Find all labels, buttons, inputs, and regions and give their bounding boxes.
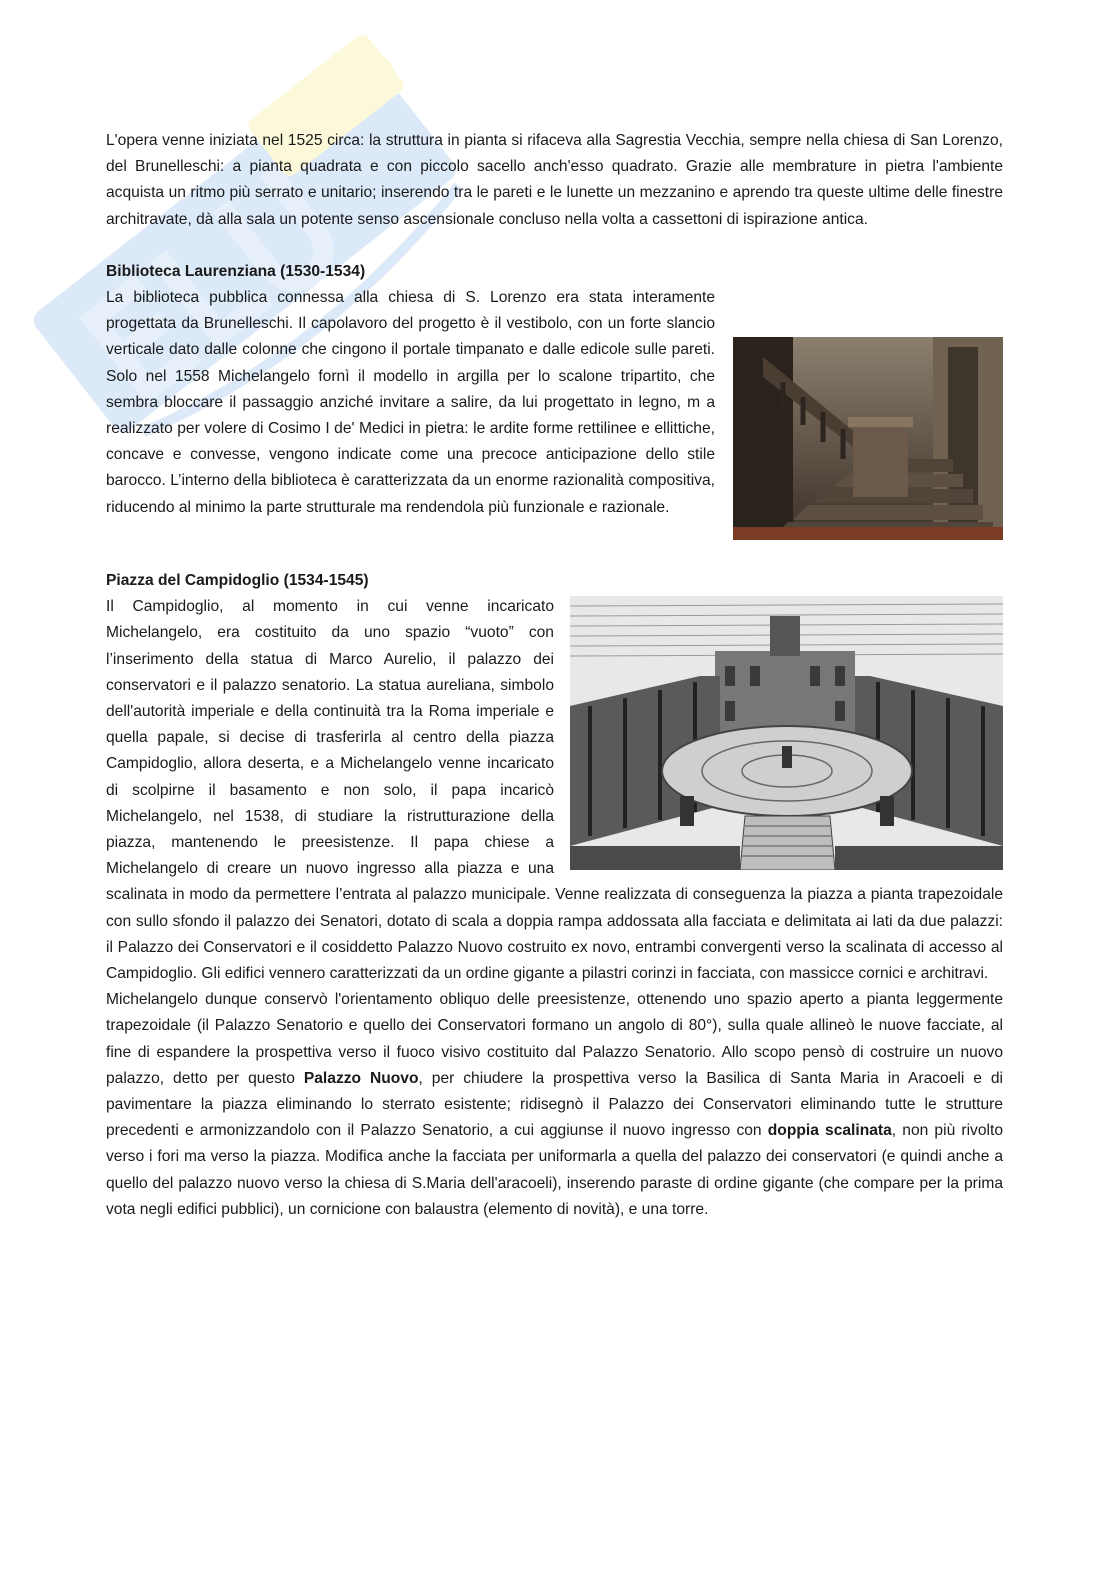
campidoglio-p2-text-b: , per chiudere la prospettiva verso la Basilica di Santa Maria in Aracoeli e di pavimentare la piazza eliminando lo sterrato esistente; ridisegnò il Palazzo dei Conservatori eliminando tutte le strutture precedenti e armonizzandolo con il Palazzo Senatorio, a cui aggiunse il nuovo ingresso con [106, 1069, 1004, 1140]
campidoglio-heading: Piazza del Campidoglio (1534-1545) [106, 572, 369, 590]
biblioteca-paragraph [106, 285, 1003, 521]
campidoglio-p2-text-a: Michelangelo dunque conservò l'orientamento obliquo delle preesistenze, ottenendo uno spazio aperto a pianta leggermente trapezoidale (il Palazzo Senatorio e quello dei Conservatori formano un angolo di 80°), sulla quale allineò le nuove facciate, al fine di espandere la prospettiva verso il fuoco visivo costituito dal Palazzo Senatorio. Allo scopo pensò di costruire un nuovo palazzo, detto per questo [106, 991, 1003, 1087]
intro-paragraph: L'opera venne iniziata nel 1525 circa: la struttura in pianta si rifaceva alla Sagrestia Vecchia, sempre nella chiesa di San Lorenzo, del Brunelleschi: a pianta quadrata e con piccolo sacello anch'esso quadrato. Grazie alle membrature in pietra l'ambiente acquista un ritmo più serrato e unitario; inserendo tra le pareti e le lunette un mezzanino e aprendo tra queste ultime delle finestre architravate, dà alla sala un potente senso ascensionale concluso nella volta a cassettoni di ispirazione antica. [106, 132, 1003, 228]
doppia-scalinata-bold: doppia scalinata [767, 1122, 892, 1140]
campidoglio-paragraph-2 [106, 987, 1003, 1223]
laurenziana-staircase-photo [733, 337, 1003, 540]
campidoglio-engraving [570, 596, 1003, 870]
campidoglio-p2-text-c: , non più rivolto verso i fori ma verso la piazza. Modifica anche la facciata per uniformarla a quella del palazzo dei conservatori (e quindi anche a quello del palazzo nuovo verso la chiesa di S.Maria dell'aracoeli), inserendo paraste di ordine gigante (che compare per la prima vota negli edifici pubblici), un cornicione con balaustra (elemento di novità), e una torre. [106, 1122, 1003, 1218]
document-page [106, 128, 1003, 1223]
palazzo-nuovo-bold: Palazzo Nuovo [303, 1069, 419, 1087]
biblioteca-text: La biblioteca pubblica connessa alla chiesa di S. Lorenzo era stata interamente progettata da Brunelleschi. Il capolavoro del progetto è il vestibolo, con un forte slancio verticale dato dalle colonne che cingono il portale timpanato e dalle edicole sulle pareti. Solo nel 1558 Michelangelo fornì il modello in argilla per lo scalone tripartito, che sembra bloccare il passaggio anziché invitare a salire, da lui progettato in legno, m a realizzato per volere di Cosimo I de' Medici in pietra: le ardite forme rettilinee e ellittiche, concave e convesse, vengono indicate come una precoce anticipazione dello stile barocco. L’interno della biblioteca è caratterizzata da un enorme razionalità compositiva, riducendo al minimo la parte strutturale ma rendendola più funzionale e razionale. [106, 289, 715, 516]
biblioteca-heading: Biblioteca Laurenziana (1530-1534) [106, 262, 366, 280]
campidoglio-text: Il Campidoglio, al momento in cui venne incaricato Michelangelo, era costituito da uno spazio “vuoto” con l’inserimento della statua di Marco Aurelio, il palazzo dei conservatori e il palazzo senatorio. La statua aureliana, simbolo dell'autorità imperiale e della continuità tra la Roma imperiale e quella papale, si decise di trasferirla al centro della piazza Campidoglio, allora deserta, e a Michelangelo venne incaricato di scolpirne il basamento e non solo, il papa incaricò Michelangelo, nel 1538, di studiare la ristrutturazione della piazza, mantenendo le preesistenze. Il papa chiese a Michelangelo di creare un nuovo ingresso alla piazza e una scalinata in modo da permettere l’entrata al palazzo municipale. Venne realizzata di conseguenza la piazza a pianta trapezoidale con sullo sfondo il palazzo dei Senatori, dotato di scala a doppia rampa addossata alla facciata e delimitata ai lati da due palazzi: il Palazzo dei Conservatori e il cosiddetto Palazzo Nuovo costruito ex novo, entrambi convergenti verso la scalinata di accesso al Campidoglio. Gli edifici vennero caratterizzati da un ordine gigante a pilastri corinzi in facciata, con massicce cornici e architravi. [106, 598, 1003, 983]
campidoglio-paragraph-1 [106, 594, 1003, 987]
